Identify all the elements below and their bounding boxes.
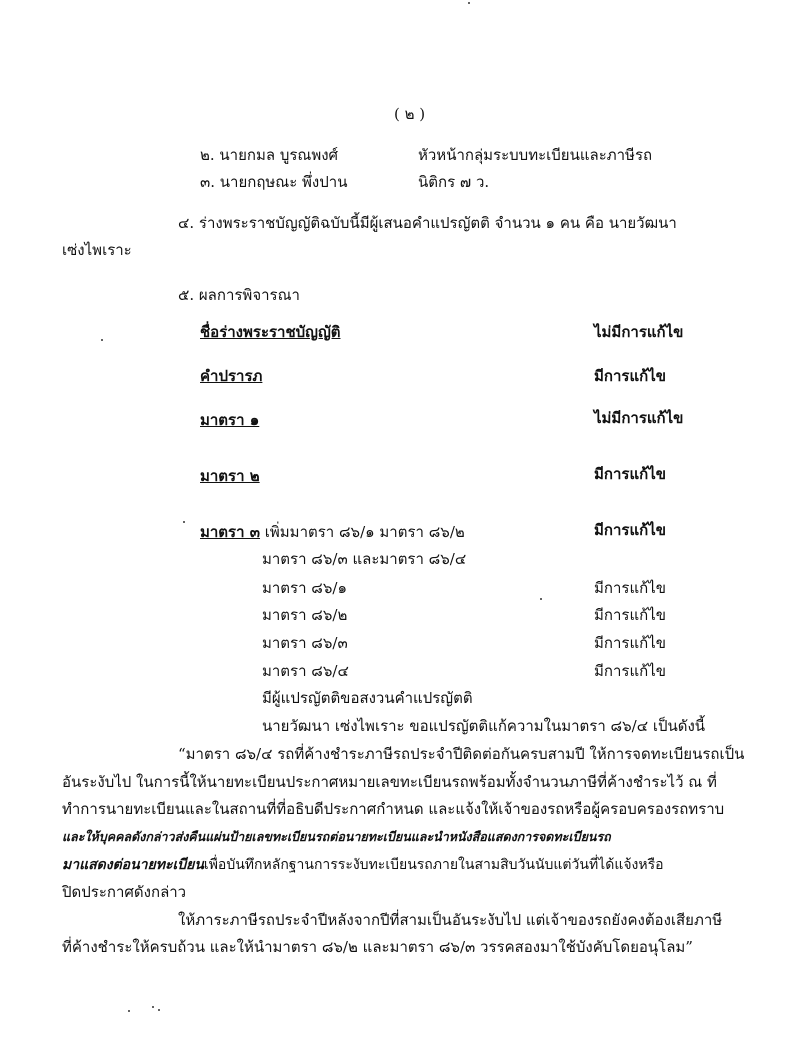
review-item-result: ไม่มีการแก้ไข [594,409,684,427]
page-number: ( ๒ ) [394,105,426,123]
reservation-line2: นายวัฒนา เซ่งไพเราะ ขอแปรญัตติแก้ความในมาตรา ๘๖/๔ เป็นดังนี้ [262,717,706,735]
sub-item-label: มาตรา ๘๖/๒ [262,606,348,624]
member-name: ๒. นายกมล บูรณพงศ์ [200,146,339,164]
sub-item-label: มาตรา ๘๖/๓ [262,634,348,652]
member-position: หัวหน้ากลุ่มระบบทะเบียนและภาษีรถ [418,146,653,164]
reservation-line1: มีผู้แปรญัตติขอสงวนคำแปรญัตติ [262,689,473,707]
sub-item-result: มีการแก้ไข [594,579,666,597]
sub-item-result: มีการแก้ไข [594,606,666,624]
quote-line: อันระงับไป ในการนี้ให้นายทะเบียนประกาศหมายเลขทะเบียนรถพร้อมทั้งจำนวนภาษีที่ค้างชำระไว้ ณ ที่ [62,773,717,791]
scan-speck [158,1009,160,1011]
member-name: ๓. นายกฤษณะ พึ่งปาน [200,173,348,191]
quote-line: ให้ภาระภาษีรถประจำปีหลังจากปีที่สามเป็นอันระงับไป แต่เจ้าของรถยังคงต้องเสียภาษี [178,911,723,929]
sub-item-label: มาตรา ๘๖/๔ [262,662,349,680]
sub-item-result: มีการแก้ไข [594,634,666,652]
quote-rest-part: เพื่อบันทึกหลักฐานการระงับทะเบียนรถภายในสามสิบวันนับแต่วันที่ได้แจ้งหรือ [203,857,664,873]
section4-line1: ๔. ร่างพระราชบัญญัติฉบับนี้มีผู้เสนอคำแปรญัตติ จำนวน ๑ คน คือ นายวัฒนา [178,214,677,232]
quote-line [62,855,664,875]
review-item-result: ไม่มีการแก้ไข [594,323,684,341]
section4-line2: เซ่งไพเราะ [62,241,132,259]
quote-bold-part: มาแสดงต่อนายทะเบียน [62,857,204,873]
quote-line: ทำการนายทะเบียนและในสถานที่ที่อธิบดีประกาศกำหนด และแจ้งให้เจ้าของรถหรือผู้ครอบครองรถทราบ [62,800,725,818]
review-item-result: มีการแก้ไข [594,465,666,483]
sub-item-result: มีการแก้ไข [594,662,666,680]
review-item-result: มีการแก้ไข [594,367,666,385]
review-item-label: คำปรารภ [200,367,263,385]
section3-text2: มาตรา ๘๖/๓ และมาตรา ๘๖/๔ [262,550,467,568]
scan-speck [152,1006,154,1008]
quote-line-bold: และให้บุคคลดังกล่าวส่งคืนแผ่นป้ายเลขทะเบียนรถต่อนายทะเบียนและนำหนังสือแสดงการจดทะเบียนรถ [62,829,611,844]
sub-item-label: มาตรา ๘๖/๑ [262,579,347,597]
review-item-label: มาตรา ๑ [200,411,260,429]
scan-speck [101,339,103,341]
section3-label: มาตรา ๓ [200,523,261,541]
section3-line [200,522,465,542]
quote-line: ที่ค้างชำระให้ครบถ้วน และให้นำมาตรา ๘๖/๒ และมาตรา ๘๖/๓ วรรคสองมาใช้บังคับโดยอนุโลม” [62,938,693,956]
section3-text: เพิ่มมาตรา ๘๖/๑ มาตรา ๘๖/๒ [260,523,465,541]
scan-speck [540,598,542,600]
review-item-label: มาตรา ๒ [200,467,260,485]
section5-title: ๕. ผลการพิจารณา [178,286,300,304]
scan-speck [183,521,185,523]
member-position: นิติกร ๗ ว. [418,173,490,191]
scan-speck [128,1010,130,1012]
scan-speck [468,2,470,4]
review-item-label: ชื่อร่างพระราชบัญญัติ [200,323,341,341]
quote-line: “มาตรา ๘๖/๔ รถที่ค้างชำระภาษีรถประจำปีติดต่อกันครบสามปี ให้การจดทะเบียนรถเป็น [178,745,745,763]
section3-result: มีการแก้ไข [594,521,666,539]
quote-line: ปิดประกาศดังกล่าว [62,883,187,901]
